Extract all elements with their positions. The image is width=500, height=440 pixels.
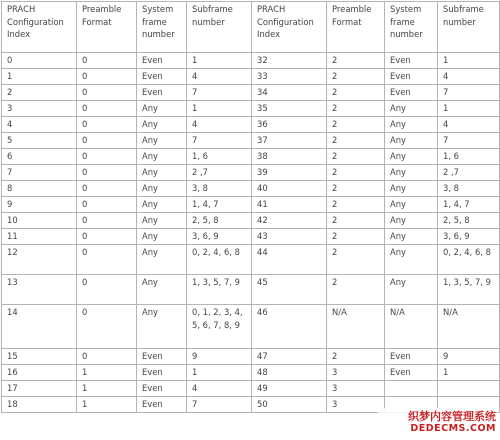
table-row (2, 85, 500, 101)
cell-system-frame: Any (137, 117, 187, 133)
prach-configuration-table (1, 1, 500, 413)
cell-preamble-format-2: 2 (327, 165, 385, 181)
table-row (2, 101, 500, 117)
cell-preamble-format: 0 (77, 197, 137, 213)
cell-config-index-2: 49 (252, 381, 327, 397)
cell-system-frame: Even (137, 53, 187, 69)
cell-preamble-format-2: 2 (327, 213, 385, 229)
cell-subframe-2: 2, 5, 8 (438, 213, 500, 229)
cell-system-frame: Even (137, 349, 187, 365)
cell-config-index: 6 (2, 149, 77, 165)
cell-subframe: 7 (187, 397, 252, 413)
cell-preamble-format: 1 (77, 397, 137, 413)
cell-preamble-format: 0 (77, 69, 137, 85)
cell-system-frame-2: Any (385, 213, 438, 229)
cell-preamble-format: 0 (77, 165, 137, 181)
cell-config-index-2: 43 (252, 229, 327, 245)
cell-system-frame: Even (137, 397, 187, 413)
header-preamble-format: Preamble Format (77, 2, 137, 53)
cell-system-frame-2: Even (385, 349, 438, 365)
cell-subframe-2: 1, 4, 7 (438, 197, 500, 213)
table-row (2, 181, 500, 197)
cell-preamble-format: 1 (77, 381, 137, 397)
cell-config-index-2: 46 (252, 305, 327, 349)
cell-subframe: 0, 1, 2, 3, 4, 5, 6, 7, 8, 9 (187, 305, 252, 349)
cell-system-frame-2: Any (385, 133, 438, 149)
cell-config-index-2: 36 (252, 117, 327, 133)
cell-system-frame-2: Even (385, 85, 438, 101)
table-row (2, 349, 500, 365)
table-row (2, 305, 500, 349)
cell-preamble-format: 0 (77, 181, 137, 197)
cell-subframe: 1 (187, 53, 252, 69)
cell-config-index: 11 (2, 229, 77, 245)
cell-subframe: 1, 4, 7 (187, 197, 252, 213)
cell-config-index: 2 (2, 85, 77, 101)
cell-subframe: 2, 5, 8 (187, 213, 252, 229)
cell-system-frame-2: Any (385, 229, 438, 245)
cell-preamble-format-2: 2 (327, 229, 385, 245)
cell-subframe: 7 (187, 85, 252, 101)
cell-config-index-2: 41 (252, 197, 327, 213)
cell-config-index-2: 35 (252, 101, 327, 117)
cell-system-frame: Any (137, 197, 187, 213)
cell-config-index: 17 (2, 381, 77, 397)
table-row (2, 381, 500, 397)
cell-subframe: 1 (187, 365, 252, 381)
cell-system-frame-2: Any (385, 275, 438, 305)
cell-system-frame-2: Any (385, 245, 438, 275)
cell-preamble-format-2: 2 (327, 275, 385, 305)
cell-config-index: 5 (2, 133, 77, 149)
table-row (2, 213, 500, 229)
cell-subframe: 1, 6 (187, 149, 252, 165)
cell-subframe: 3, 6, 9 (187, 229, 252, 245)
cell-preamble-format: 0 (77, 275, 137, 305)
cell-preamble-format: 0 (77, 213, 137, 229)
header-system-frame-number: System frame number (137, 2, 187, 53)
table-row (2, 197, 500, 213)
cell-system-frame: Even (137, 85, 187, 101)
cell-preamble-format: 0 (77, 85, 137, 101)
cell-config-index: 15 (2, 349, 77, 365)
cell-system-frame: Any (137, 133, 187, 149)
cell-system-frame: Any (137, 101, 187, 117)
cell-subframe: 1 (187, 101, 252, 117)
cell-preamble-format-2: 3 (327, 381, 385, 397)
cell-preamble-format-2: 2 (327, 245, 385, 275)
cell-config-index: 16 (2, 365, 77, 381)
cell-preamble-format-2: 2 (327, 349, 385, 365)
cell-subframe: 7 (187, 133, 252, 149)
cell-config-index: 9 (2, 197, 77, 213)
table-row (2, 245, 500, 275)
cell-system-frame: Even (137, 381, 187, 397)
cell-config-index-2: 34 (252, 85, 327, 101)
cell-config-index-2: 44 (252, 245, 327, 275)
watermark (378, 408, 496, 438)
watermark-title: 织梦内容管理系统 (408, 410, 496, 423)
cell-preamble-format-2: 2 (327, 117, 385, 133)
cell-subframe: 4 (187, 381, 252, 397)
cell-subframe-2: 3, 6, 9 (438, 229, 500, 245)
cell-config-index: 8 (2, 181, 77, 197)
cell-subframe: 4 (187, 69, 252, 85)
cell-preamble-format: 0 (77, 349, 137, 365)
cell-subframe: 1, 3, 5, 7, 9 (187, 275, 252, 305)
cell-system-frame: Any (137, 245, 187, 275)
cell-config-index-2: 48 (252, 365, 327, 381)
cell-preamble-format-2: 2 (327, 133, 385, 149)
cell-subframe: 9 (187, 349, 252, 365)
cell-preamble-format-2: 2 (327, 181, 385, 197)
cell-config-index: 4 (2, 117, 77, 133)
header-prach-configuration-index-2: PRACH Configuration Index (252, 2, 327, 53)
cell-subframe-2: 1 (438, 101, 500, 117)
table-header-row (2, 2, 500, 53)
table-row (2, 53, 500, 69)
cell-config-index-2: 47 (252, 349, 327, 365)
cell-subframe-2: 4 (438, 117, 500, 133)
cell-preamble-format: 0 (77, 229, 137, 245)
cell-subframe-2: 0, 2, 4, 6, 8 (438, 245, 500, 275)
cell-preamble-format-2: N/A (327, 305, 385, 349)
table-row (2, 365, 500, 381)
cell-subframe-2: 7 (438, 133, 500, 149)
cell-system-frame-2: Even (385, 53, 438, 69)
cell-config-index: 3 (2, 101, 77, 117)
header-prach-configuration-index: PRACH Configuration Index (2, 2, 77, 53)
cell-system-frame-2: N/A (385, 305, 438, 349)
cell-system-frame-2: Any (385, 165, 438, 181)
cell-subframe-2: 3, 8 (438, 181, 500, 197)
cell-system-frame-2: Any (385, 117, 438, 133)
cell-subframe-2: 7 (438, 85, 500, 101)
cell-subframe-2: N/A (438, 305, 500, 349)
cell-config-index: 10 (2, 213, 77, 229)
cell-system-frame: Any (137, 229, 187, 245)
cell-config-index-2: 33 (252, 69, 327, 85)
cell-config-index-2: 38 (252, 149, 327, 165)
cell-config-index-2: 45 (252, 275, 327, 305)
table-row (2, 149, 500, 165)
cell-system-frame: Any (137, 305, 187, 349)
cell-preamble-format-2: 2 (327, 85, 385, 101)
cell-preamble-format-2: 2 (327, 197, 385, 213)
cell-preamble-format-2: 3 (327, 397, 385, 413)
cell-config-index-2: 42 (252, 213, 327, 229)
cell-subframe-2 (438, 381, 500, 397)
cell-config-index: 0 (2, 53, 77, 69)
cell-system-frame-2: Even (385, 69, 438, 85)
cell-preamble-format: 0 (77, 149, 137, 165)
cell-config-index: 13 (2, 275, 77, 305)
cell-config-index: 18 (2, 397, 77, 413)
cell-config-index-2: 32 (252, 53, 327, 69)
cell-system-frame: Any (137, 149, 187, 165)
cell-config-index-2: 37 (252, 133, 327, 149)
cell-subframe: 2 ,7 (187, 165, 252, 181)
header-system-frame-number-2: System frame number (385, 2, 438, 53)
cell-subframe-2: 4 (438, 69, 500, 85)
cell-preamble-format-2: 2 (327, 69, 385, 85)
cell-config-index: 14 (2, 305, 77, 349)
table-row (2, 229, 500, 245)
cell-system-frame-2: Any (385, 149, 438, 165)
cell-config-index: 7 (2, 165, 77, 181)
cell-preamble-format: 0 (77, 101, 137, 117)
cell-config-index: 1 (2, 69, 77, 85)
cell-system-frame: Any (137, 275, 187, 305)
cell-config-index: 12 (2, 245, 77, 275)
cell-config-index-2: 50 (252, 397, 327, 413)
cell-system-frame: Any (137, 213, 187, 229)
table-row (2, 117, 500, 133)
header-subframe-number: Subframe number (187, 2, 252, 53)
cell-preamble-format: 1 (77, 365, 137, 381)
cell-config-index-2: 39 (252, 165, 327, 181)
cell-preamble-format: 0 (77, 305, 137, 349)
cell-subframe-2: 1, 3, 5, 7, 9 (438, 275, 500, 305)
cell-system-frame: Even (137, 365, 187, 381)
cell-preamble-format: 0 (77, 133, 137, 149)
cell-preamble-format-2: 2 (327, 53, 385, 69)
cell-system-frame: Any (137, 165, 187, 181)
cell-preamble-format: 0 (77, 117, 137, 133)
cell-preamble-format: 0 (77, 53, 137, 69)
cell-config-index-2: 40 (252, 181, 327, 197)
cell-preamble-format-2: 2 (327, 101, 385, 117)
header-preamble-format-2: Preamble Format (327, 2, 385, 53)
cell-system-frame-2 (385, 381, 438, 397)
watermark-domain: DEDECMS.COM (410, 423, 496, 434)
cell-system-frame-2: Any (385, 101, 438, 117)
cell-subframe: 0, 2, 4, 6, 8 (187, 245, 252, 275)
cell-subframe-2: 1 (438, 365, 500, 381)
table-row (2, 165, 500, 181)
cell-preamble-format-2: 3 (327, 365, 385, 381)
table-row (2, 133, 500, 149)
cell-system-frame-2: Even (385, 365, 438, 381)
cell-system-frame: Any (137, 181, 187, 197)
cell-subframe-2: 1 (438, 53, 500, 69)
cell-preamble-format-2: 2 (327, 149, 385, 165)
cell-subframe-2: 9 (438, 349, 500, 365)
table-body (2, 53, 500, 413)
cell-subframe-2: 1, 6 (438, 149, 500, 165)
header-subframe-number-2: Subframe number (438, 2, 500, 53)
cell-preamble-format: 0 (77, 245, 137, 275)
cell-system-frame: Even (137, 69, 187, 85)
cell-subframe-2: 2 ,7 (438, 165, 500, 181)
table-row (2, 275, 500, 305)
table-row (2, 69, 500, 85)
cell-subframe: 4 (187, 117, 252, 133)
cell-system-frame-2: Any (385, 197, 438, 213)
cell-system-frame-2: Any (385, 181, 438, 197)
cell-subframe: 3, 8 (187, 181, 252, 197)
